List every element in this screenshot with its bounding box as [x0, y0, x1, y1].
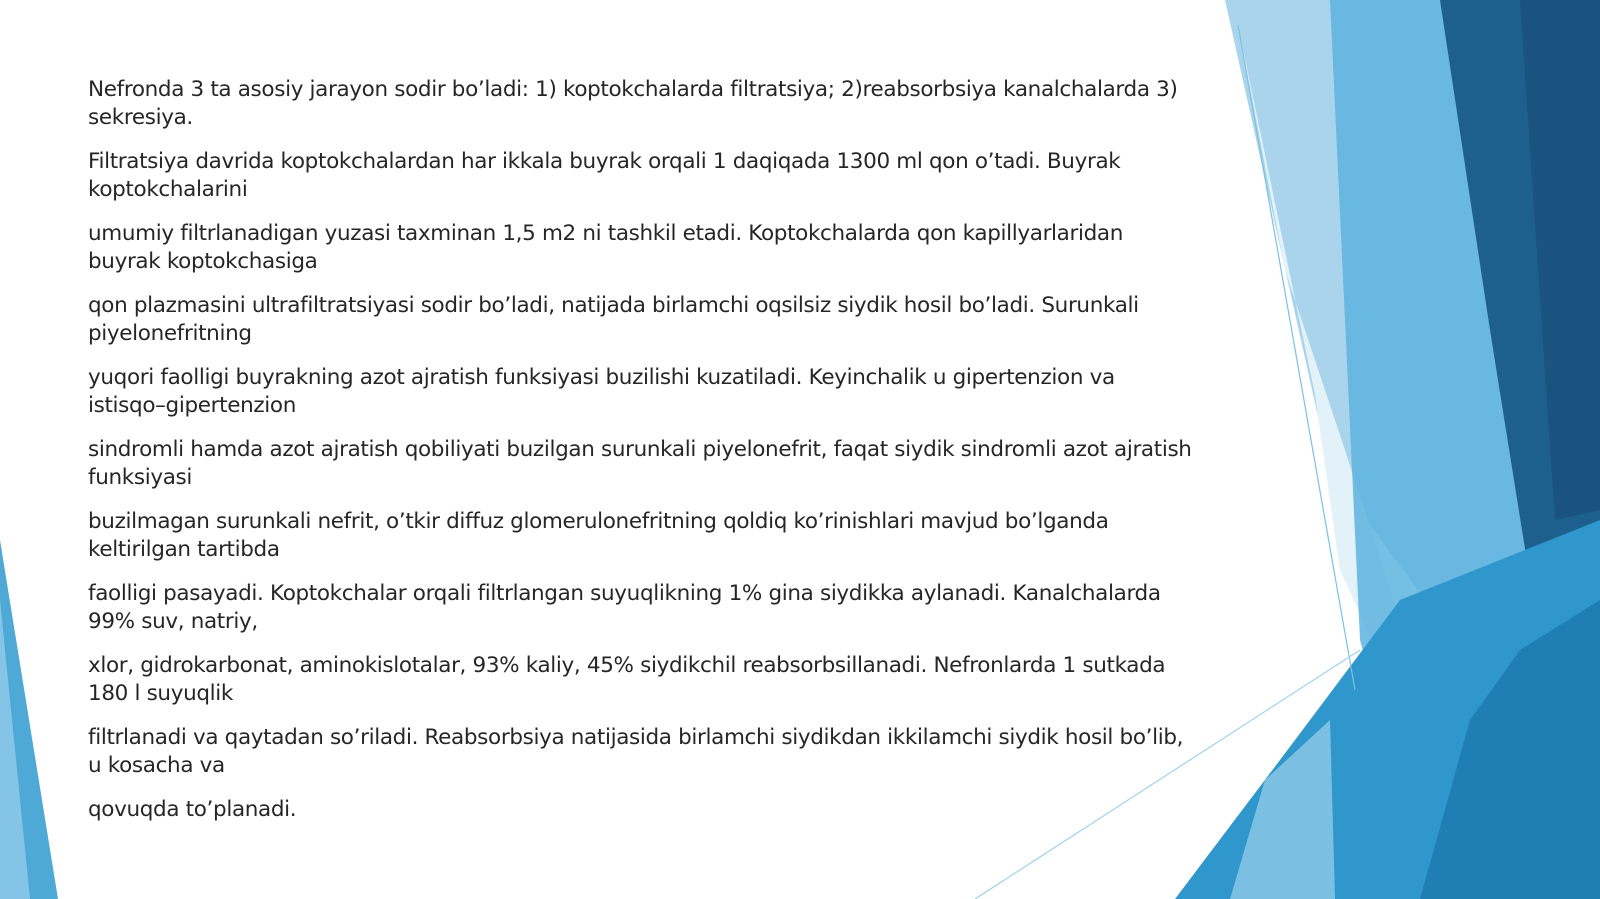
paragraph-4: qon plazmasini ultrafiltratsiyasi sodir bo’ladi, natijada birlamchi oqsilsiz siydik hosil bo’ladi. Surunkali piyelonefritning: [88, 293, 1139, 346]
paragraph-3: umumiy filtrlanadigan yuzasi taxminan 1,5 m2 ni tashkil etadi. Koptokchalarda qon kapillyarlaridan buyrak koptokchasiga: [88, 221, 1124, 274]
paragraph-11: qovuqda to’planadi.: [88, 797, 297, 822]
paragraph-5: yuqori faolligi buyrakning azot ajratish funksiyasi buzilishi kuzatiladi. Keyinchalik u gipertenzion va istisqo–gipertenzion: [88, 365, 1115, 418]
paragraph-1: Nefronda 3 ta asosiy jarayon sodir bo’ladi: 1) koptokchalarda filtratsiya; 2)reabsorbsiya kanalchalarda 3) sekresiya.: [88, 77, 1178, 130]
paragraph-6: sindromli hamda azot ajratish qobiliyati buzilgan surunkali piyelonefrit, faqat siydik sindromli azot ajratish funksiyasi: [88, 437, 1192, 490]
paragraph-2: Filtratsiya davrida koptokchalardan har ikkala buyrak orqali 1 daqiqada 1300 ml qon o’tadi. Buyrak koptokchalarini: [88, 149, 1121, 202]
paragraph-9: xlor, gidrokarbonat, aminokislotalar, 93% kaliy, 45% siydikchil reabsorbsillanadi. Nefronlarda 1 sutkada 180 l suyuqlik: [88, 653, 1166, 706]
paragraph-8: faolligi pasayadi. Koptokchalar orqali filtrlangan suyuqlikning 1% gina siydikka aylanadi. Kanalchalarda 99% suv, natriy,: [88, 581, 1161, 634]
slide-body-text: [88, 76, 1198, 840]
paragraph-7: buzilmagan surunkali nefrit, o’tkir diffuz glomerulonefritning qoldiq ko’rinishlari mavjud bo’lganda keltirilgan tartibda: [88, 509, 1109, 562]
paragraph-10: filtrlanadi va qaytadan so’riladi. Reabsorbsiya natijasida birlamchi siydikdan ikkilamchi siydik hosil bo’lib, u kosacha va: [88, 725, 1184, 778]
